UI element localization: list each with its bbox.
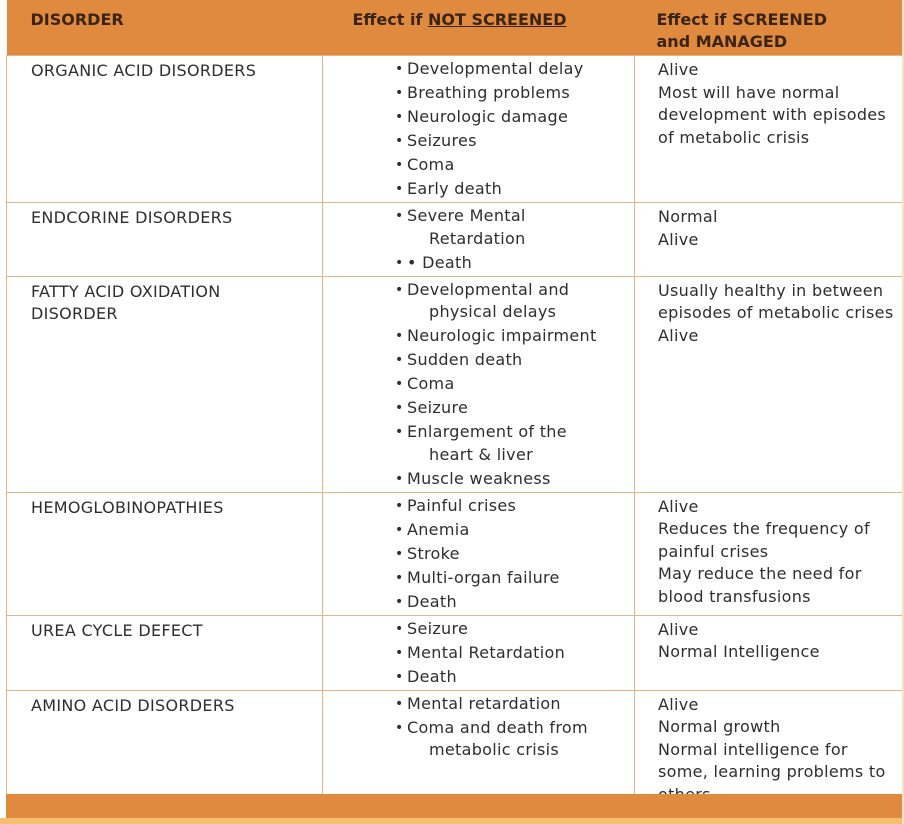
outcome-text: Alive bbox=[658, 694, 699, 714]
effect-list-item bbox=[395, 58, 628, 81]
outcome-text: Normal bbox=[658, 207, 718, 226]
newborn-screening-table bbox=[6, 0, 904, 811]
outcome-text: Alive bbox=[658, 325, 699, 345]
header-screened-line2: and MANAGED bbox=[656, 32, 788, 51]
table-footer-bar bbox=[6, 794, 904, 818]
effect-text: • Death bbox=[407, 591, 457, 611]
effect-list-item bbox=[395, 373, 628, 396]
outcome-text: Alive bbox=[658, 619, 699, 639]
effect-list-item bbox=[395, 642, 628, 665]
header-screened bbox=[635, 0, 904, 56]
not-screened-effects-cell bbox=[323, 690, 635, 810]
disorder-name: AMINO ACID DISORDERS bbox=[31, 695, 235, 715]
effect-list-item bbox=[395, 252, 628, 275]
effect-text: • Seizures bbox=[407, 131, 477, 150]
effects-list bbox=[329, 58, 628, 201]
effect-list-item bbox=[395, 397, 628, 420]
disorder-cell bbox=[7, 56, 323, 203]
effect-text: • Death bbox=[407, 666, 457, 686]
effect-text: • Developmental and bbox=[407, 279, 570, 299]
outcome-text: Normal intelligence for some, learning problems to bbox=[658, 739, 886, 781]
effect-text: • Painful crises bbox=[407, 495, 517, 515]
disorder-name: DISORDER bbox=[31, 303, 118, 323]
effects-list bbox=[329, 618, 628, 689]
effect-list-item bbox=[395, 325, 628, 348]
screening-table-wrapper bbox=[6, 0, 904, 811]
effect-list-item bbox=[395, 618, 628, 641]
header-disorder-label: DISORDER bbox=[30, 10, 124, 29]
effect-text: • Stroke bbox=[407, 543, 460, 563]
header-not-screened-prefix: Effect if bbox=[352, 10, 428, 29]
effect-text: metabolic crisis bbox=[429, 740, 559, 759]
disorder-cell bbox=[7, 615, 323, 690]
effect-list-item bbox=[395, 519, 628, 542]
effect-list-item bbox=[395, 130, 628, 153]
effect-text: heart & liver bbox=[429, 444, 533, 464]
header-disorder bbox=[7, 0, 323, 56]
effect-list-item bbox=[395, 543, 628, 566]
effect-list-item bbox=[395, 154, 628, 177]
effect-text: • Muscle weakness bbox=[407, 468, 551, 488]
table-row bbox=[7, 615, 904, 690]
effect-list-item bbox=[395, 591, 628, 614]
table-row bbox=[7, 690, 904, 810]
table-body bbox=[7, 56, 904, 811]
effect-list-item bbox=[395, 349, 628, 372]
effect-text: • Multi-organ failure bbox=[407, 567, 560, 587]
effect-text: Retardation bbox=[429, 228, 526, 248]
disorder-name: ORGANIC ACID DISORDERS bbox=[31, 61, 257, 80]
effect-text: • Mental retardation bbox=[407, 693, 561, 713]
footer-accent-line bbox=[0, 818, 904, 824]
screened-outcome-cell bbox=[635, 276, 904, 492]
not-screened-effects-cell bbox=[323, 56, 635, 203]
effect-text: • Coma and death from bbox=[407, 717, 588, 737]
effect-text: • Sudden death bbox=[407, 350, 523, 369]
disorder-cell bbox=[7, 492, 323, 615]
table-row bbox=[7, 276, 904, 492]
effect-text: • Seizure bbox=[407, 398, 469, 417]
table-row bbox=[7, 203, 904, 277]
effects-list bbox=[329, 495, 628, 614]
effect-text: • Seizure bbox=[407, 618, 469, 638]
header-screened-line1: Effect if SCREENED bbox=[656, 10, 828, 29]
effect-list-item bbox=[395, 693, 628, 716]
not-screened-effects-cell bbox=[323, 615, 635, 690]
not-screened-effects-cell bbox=[323, 492, 635, 615]
screened-outcome-cell bbox=[635, 56, 904, 203]
effect-text: • Coma bbox=[407, 374, 455, 393]
outcome-text: Normal Intelligence bbox=[658, 642, 820, 661]
disorder-name: ENDCORINE DISORDERS bbox=[31, 208, 233, 227]
outcome-text: Alive bbox=[658, 229, 699, 249]
outcome-text: Alive bbox=[658, 60, 699, 79]
outcome-text: Most will have normal development with episodes of metabolic crisis bbox=[658, 82, 887, 147]
effect-text: • Early death bbox=[407, 179, 503, 198]
effect-list-item bbox=[395, 178, 628, 201]
effect-text: • Enlargement of the bbox=[407, 422, 567, 441]
effect-list-item bbox=[395, 666, 628, 689]
table-header bbox=[7, 0, 904, 56]
header-row bbox=[7, 0, 904, 56]
disorder-name: FATTY ACID OXIDATION bbox=[31, 281, 221, 301]
effect-list-item bbox=[395, 567, 628, 590]
effect-list-item bbox=[395, 82, 628, 105]
outcome-text: Normal growth bbox=[658, 717, 781, 736]
effects-list bbox=[329, 279, 628, 491]
outcome-text: Reduces the frequency of painful crises bbox=[658, 519, 870, 561]
effect-text: • Mental Retardation bbox=[407, 642, 566, 662]
effect-list-item bbox=[395, 468, 628, 491]
effect-text: • Anemia bbox=[407, 519, 470, 539]
disorder-cell bbox=[7, 203, 323, 277]
effect-text: • Neurologic damage bbox=[407, 107, 569, 126]
disorder-cell bbox=[7, 690, 323, 810]
disorder-name: UREA CYCLE DEFECT bbox=[31, 620, 203, 640]
screened-outcome-cell bbox=[635, 690, 904, 810]
effect-list-item bbox=[395, 717, 628, 762]
effect-text: • Breathing problems bbox=[407, 83, 571, 102]
outcome-text: May reduce the need for blood transfusions bbox=[658, 564, 862, 606]
table-row bbox=[7, 56, 904, 203]
screened-outcome-cell bbox=[635, 492, 904, 615]
effect-text: • Developmental delay bbox=[407, 59, 584, 78]
effect-list-item bbox=[395, 279, 628, 324]
not-screened-effects-cell bbox=[323, 276, 635, 492]
effect-list-item bbox=[395, 495, 628, 518]
header-not-screened-underlined: NOT SCREENED bbox=[427, 10, 567, 29]
effect-text: • Neurologic impairment bbox=[407, 326, 597, 345]
effect-list-item bbox=[395, 421, 628, 466]
effect-text: • Severe Mental bbox=[407, 206, 526, 225]
screened-outcome-cell bbox=[635, 615, 904, 690]
effect-list-item bbox=[395, 205, 628, 250]
header-not-screened bbox=[323, 0, 635, 56]
outcome-text: Alive bbox=[658, 496, 699, 516]
effect-text: physical delays bbox=[429, 302, 557, 321]
table-row bbox=[7, 492, 904, 615]
outcome-text: Usually healthy in between episodes of metabolic crises bbox=[658, 280, 894, 322]
not-screened-effects-cell bbox=[323, 203, 635, 277]
effects-list bbox=[329, 205, 628, 274]
effect-text: • Coma bbox=[407, 155, 455, 174]
disorder-cell bbox=[7, 276, 323, 492]
effect-list-item bbox=[395, 106, 628, 129]
disorder-name: HEMOGLOBINOPATHIES bbox=[31, 497, 224, 517]
screened-outcome-cell bbox=[635, 203, 904, 277]
effect-text: • • Death bbox=[407, 252, 473, 272]
effects-list bbox=[329, 693, 628, 762]
